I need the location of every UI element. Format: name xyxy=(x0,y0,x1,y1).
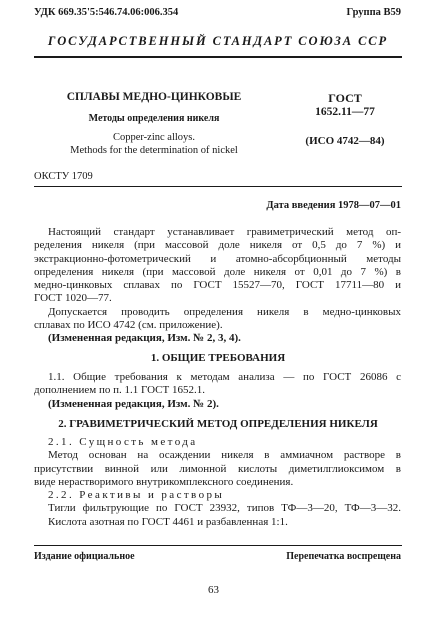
text-line: медно-цинковых сплавах по ГОСТ 15527—70, ГОСТ 17711—80 и xyxy=(34,279,401,292)
clause-2-1-label: 2.1. Сущность метода xyxy=(48,436,198,448)
section-2-body xyxy=(34,436,401,529)
text-line: Допускается проводить определения никеля в медно-цинковых xyxy=(48,305,401,318)
subtitle-ru: Методы определения никеля xyxy=(88,113,220,124)
text-line: экстракционно-фотометрический и атомно-абсорбционный методы xyxy=(34,252,401,265)
text-line: Тигли фильтрующие по ГОСТ 23932, типов ТФ—3—20, ТФ—3—32. xyxy=(48,502,401,515)
section-1-heading: 1. ОБЩИЕ ТРЕБОВАНИЯ xyxy=(150,352,286,364)
text-line: Настоящий стандарт устанавливает гравиметрический метод оп- xyxy=(48,226,401,238)
official-edition-label: Издание официальное xyxy=(34,551,135,562)
text-line: Метод основан на осаждении никеля в аммиачном растворе в xyxy=(48,449,401,462)
text-line: ределения никеля (при массовой доле никеля от 0,5 до 7 %) и xyxy=(34,239,401,252)
text-line: определения никеля (при массовой доле никеля от 0,01 до 7 %) в xyxy=(34,265,401,278)
clause-2-2-label: 2.2. Реактивы и растворы xyxy=(48,489,225,502)
title-en-1: Copper-zinc alloys. xyxy=(112,132,196,143)
text-line: ГОСТ 1020—77. xyxy=(34,292,112,305)
title-ru: СПЛАВЫ МЕДНО-ЦИНКОВЫЕ xyxy=(66,91,242,103)
text-line: сплавах по ИСО 4742 (см. приложение). xyxy=(34,319,223,332)
reprint-prohibited-label: Перепечатка воспрещена xyxy=(286,551,401,562)
gost-number: 1652.11—77 xyxy=(315,106,375,118)
edition-note: (Измененная редакция, Изм. № 2). xyxy=(48,397,219,410)
text-line: дополнением по п. 1.1 ГОСТ 1652.1. xyxy=(34,384,205,397)
text-line: присутствии винной или лимонной кислоты диметилглиоксимом в xyxy=(34,462,401,475)
text-line: виде нерастворимого внутрикомплексного соединения. xyxy=(34,475,294,488)
udk-code: УДК 669.35'5:546.74.06:006.354 xyxy=(34,7,179,18)
intro-paragraph xyxy=(34,226,401,346)
group-code: Группа В59 xyxy=(346,7,401,18)
iso-reference: (ИСО 4742—84) xyxy=(305,135,385,147)
gost-label: ГОСТ xyxy=(328,91,362,105)
title-en-2: Methods for the determination of nickel xyxy=(70,145,238,156)
header-rule xyxy=(34,56,402,58)
page-number: 63 xyxy=(208,584,219,596)
footer-rule xyxy=(34,545,402,546)
text-line: 1.1. Общие требования к методам анализа — по ГОСТ 26086 с xyxy=(48,371,401,383)
section-1-body xyxy=(34,371,401,411)
okstu-code: ОКСТУ 1709 xyxy=(34,171,93,182)
text-line: Кислота азотная по ГОСТ 4461 и разбавленная 1:1. xyxy=(48,515,288,528)
date-of-introduction: Дата введения 1978—07—01 xyxy=(266,200,401,211)
title-rule xyxy=(34,186,402,187)
state-standard-title: ГОСУДАРСТВЕННЫЙ СТАНДАРТ СОЮЗА ССР xyxy=(47,34,389,48)
edition-note: (Измененная редакция, Изм. № 2, 3, 4). xyxy=(48,332,241,345)
section-2-heading: 2. ГРАВИМЕТРИЧЕСКИЙ МЕТОД ОПРЕДЕЛЕНИЯ НИКЕЛЯ xyxy=(58,418,378,430)
